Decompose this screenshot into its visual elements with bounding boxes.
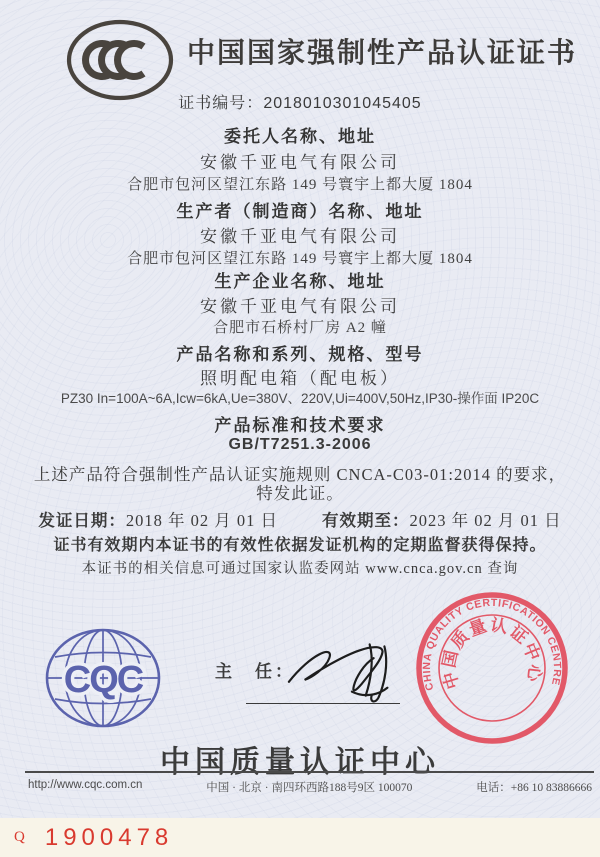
product-name: 照明配电箱（配电板）	[200, 369, 400, 388]
certificate-title: 中国国家强制性产品认证证书	[186, 37, 577, 68]
cqc-red-seal	[412, 588, 572, 748]
director-label: 主 任：	[215, 662, 295, 681]
seal-inner-text: 中国质量认证中心	[439, 615, 545, 692]
issue-date	[38, 507, 278, 531]
serial-strip	[0, 818, 600, 857]
factory-address: 合肥市石桥村厂房 A2 幢	[213, 320, 387, 336]
manufacturer-section-label: 生产者（制造商）名称、地址	[176, 202, 424, 221]
serial-prefix: Q	[14, 829, 25, 845]
compliance-statement-line2: 特发此证。	[256, 484, 344, 503]
certificate-number-line	[0, 90, 600, 113]
applicant-name: 安徽千亚电气有限公司	[200, 153, 400, 172]
certificate-number-label: 证书编号：	[178, 95, 264, 112]
serial-number: 1900478	[44, 823, 174, 851]
applicant-address: 合肥市包河区望江东路 149 号寰宇上都大厦 1804	[127, 177, 473, 193]
standard-value: GB/T7251.3-2006	[228, 436, 372, 453]
standard-section-label: 产品标准和技术要求	[214, 416, 386, 435]
cqc-logo-text: CQC	[63, 659, 143, 701]
footer-phone: 电话：+86 10 83886666	[476, 782, 592, 794]
manufacturer-address: 合肥市包河区望江东路 149 号寰宇上都大厦 1804	[127, 251, 473, 267]
issue-date-value: 2018 年 02 月 01 日	[125, 511, 278, 530]
director-signature	[283, 634, 411, 706]
signature-underline	[246, 703, 400, 704]
valid-until-label: 有效期至：	[322, 511, 410, 530]
compliance-statement-line1: 上述产品符合强制性产品认证实施规则 CNCA-C03-01:2014 的要求，	[33, 465, 567, 484]
footer-website: http://www.cqc.com.cn	[28, 779, 143, 791]
query-note: 本证书的相关信息可通过国家认监委网站 www.cnca.gov.cn 查询	[81, 561, 519, 577]
issue-date-label: 发证日期：	[38, 511, 126, 530]
dates-row	[0, 507, 600, 531]
validity-note: 证书有效期内本证书的有效性依据发证机构的定期监督获得保持。	[53, 537, 547, 554]
footer	[28, 779, 592, 795]
product-spec: PZ30 In=100A~6A,Icw=6kA,Ue=380V、220V,Ui=400V,50Hz,IP30-操作面 IP20C	[60, 391, 540, 406]
valid-until-value: 2023 年 02 月 01 日	[409, 511, 562, 530]
footer-divider	[25, 771, 594, 773]
seal-outer-text: CHINA QUALITY CERTIFICATION CENTRE	[420, 596, 564, 692]
product-section-label: 产品名称和系列、规格、型号	[176, 345, 424, 364]
footer-address: 中国 · 北京 · 南四环西路188号9区 100070	[206, 782, 413, 794]
applicant-section-label: 委托人名称、地址	[224, 127, 376, 146]
svg-text:中国质量认证中心	[439, 614, 546, 691]
factory-section-label: 生产企业名称、地址	[214, 272, 386, 291]
factory-name: 安徽千亚电气有限公司	[200, 297, 400, 316]
valid-until	[322, 507, 562, 531]
issuer-name: 中国质量认证中心	[160, 746, 440, 779]
cqc-logo-icon	[42, 626, 164, 734]
certificate-number: 2018010301045405	[263, 95, 422, 112]
manufacturer-name: 安徽千亚电气有限公司	[200, 227, 400, 246]
